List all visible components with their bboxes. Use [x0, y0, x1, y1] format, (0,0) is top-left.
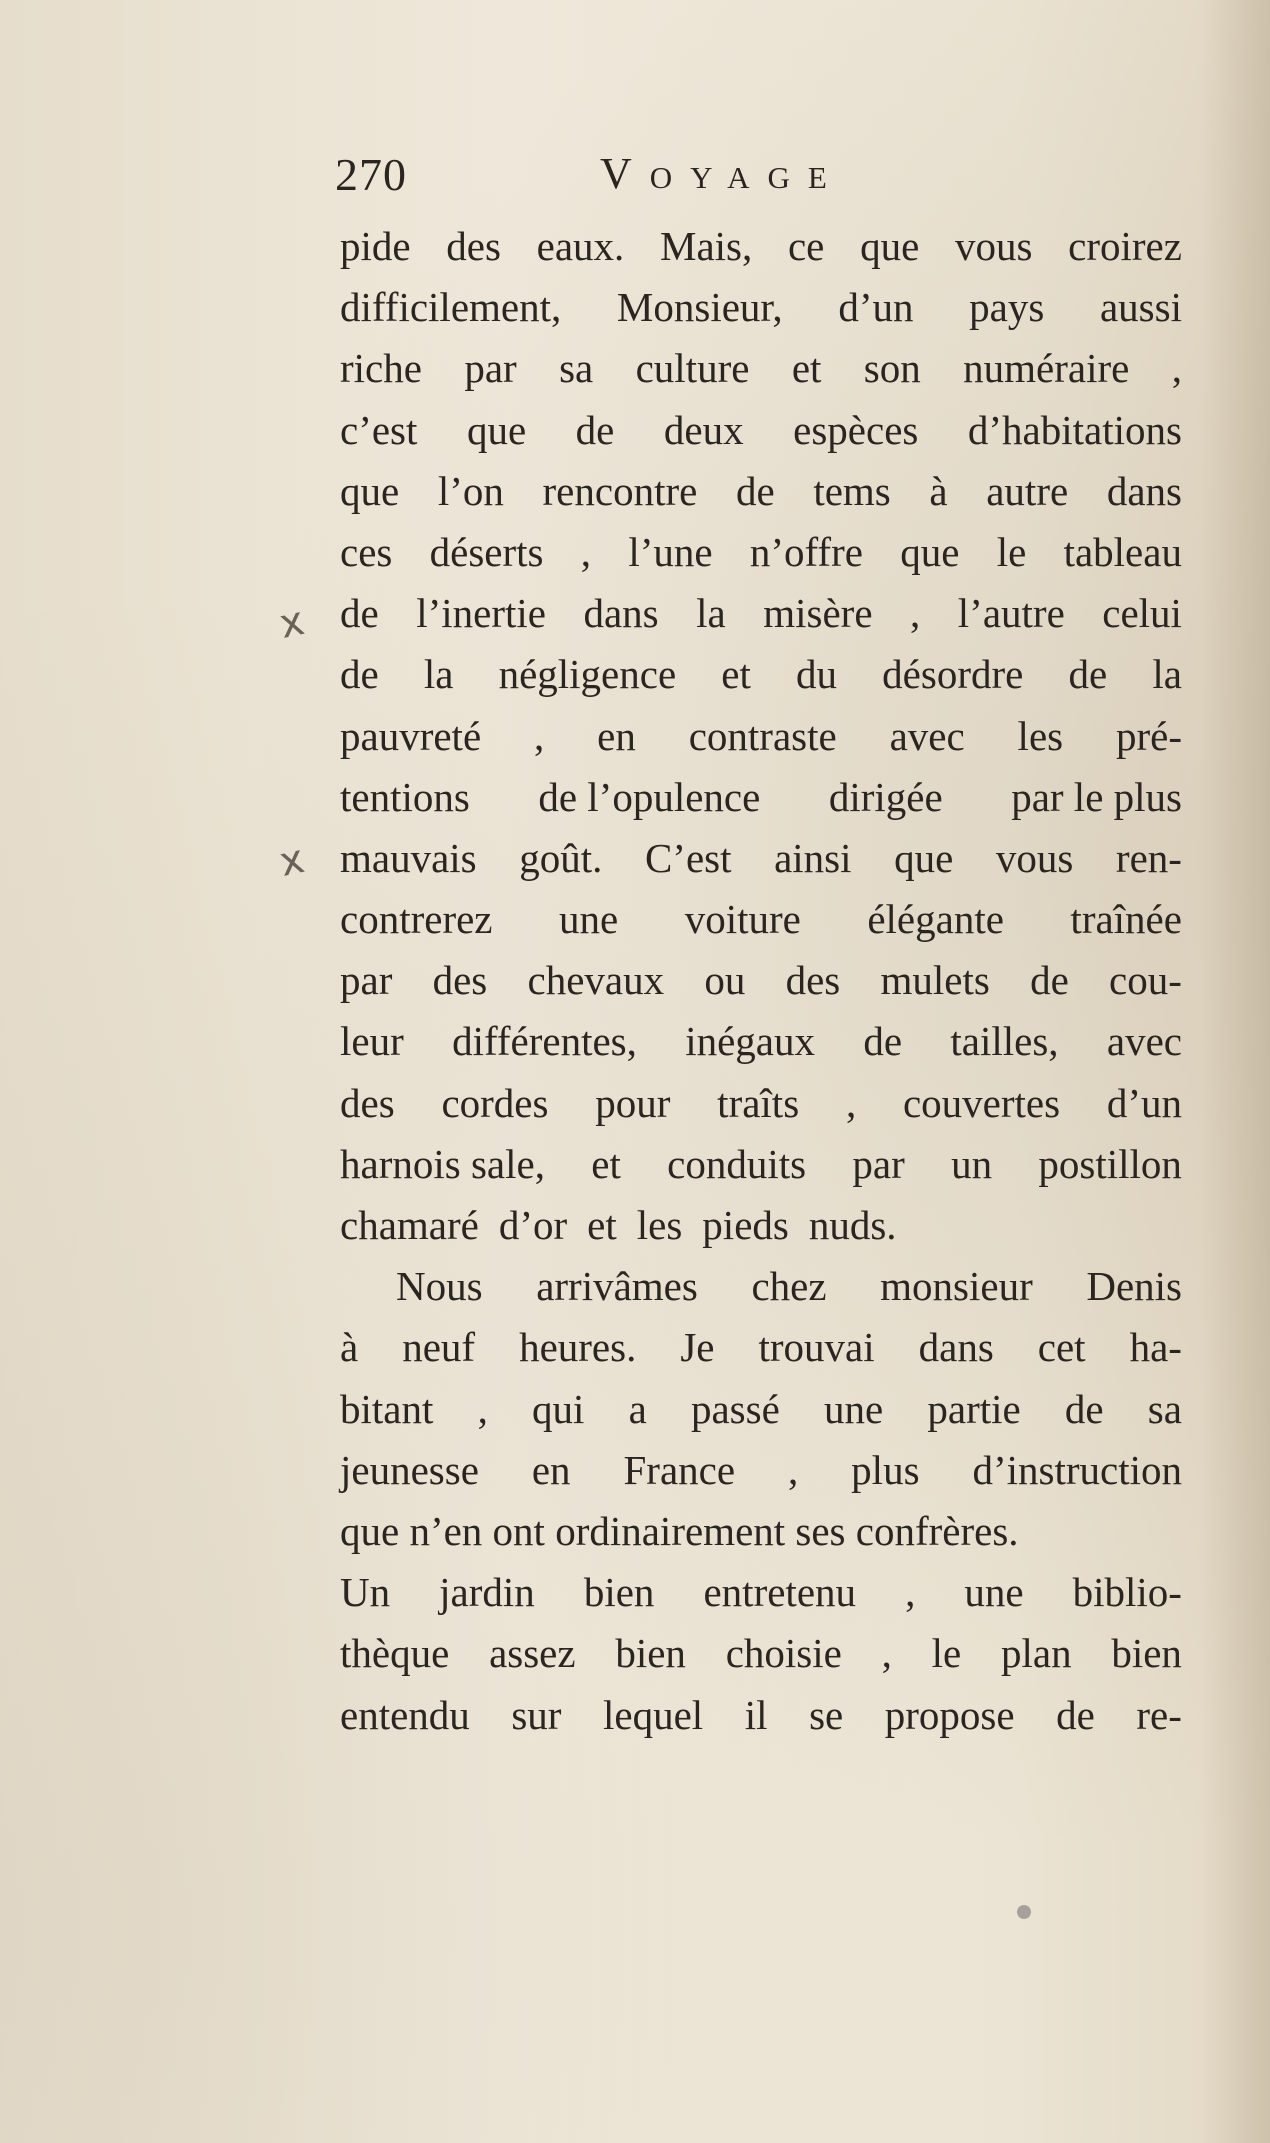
- word: des: [340, 1079, 395, 1126]
- word: en: [531, 1446, 571, 1493]
- word: à: [929, 467, 948, 514]
- word: tableau: [1063, 528, 1182, 575]
- word: l’une: [628, 528, 713, 575]
- text-line: [340, 1317, 1182, 1378]
- word: ,: [1171, 345, 1182, 392]
- word: contrerez: [340, 896, 493, 943]
- word: biblio-: [1072, 1569, 1182, 1616]
- word: la: [1152, 651, 1182, 698]
- word: avec: [1106, 1018, 1182, 1065]
- word: deux: [663, 406, 744, 453]
- word: chamaré: [340, 1202, 479, 1248]
- word: goût.: [519, 834, 603, 881]
- word: bitant: [340, 1385, 434, 1432]
- word: jardin: [439, 1569, 535, 1616]
- word: le: [996, 528, 1027, 575]
- word: que n’en ont ordinairement ses confrères.: [340, 1507, 1019, 1554]
- running-title: Voyage: [600, 149, 845, 198]
- word: différentes,: [452, 1018, 637, 1065]
- word: de: [575, 406, 615, 453]
- word: voiture: [684, 896, 801, 943]
- word: Denis: [1086, 1263, 1182, 1310]
- word: mauvais: [340, 834, 477, 881]
- word: de: [1064, 1385, 1104, 1432]
- word: pays: [969, 284, 1045, 331]
- text-line: [340, 1562, 1182, 1623]
- text-line: [340, 583, 1182, 644]
- word: dans: [918, 1324, 994, 1371]
- text-line: [340, 461, 1182, 522]
- word: sur: [511, 1691, 562, 1738]
- word: arrivâmes: [536, 1263, 698, 1310]
- running-head: [335, 148, 935, 208]
- word: monsieur: [880, 1263, 1033, 1310]
- word: se: [809, 1691, 844, 1738]
- word: vous: [954, 223, 1033, 269]
- word: tailles,: [950, 1018, 1059, 1065]
- word: l’on: [437, 467, 504, 514]
- word: ce: [787, 223, 825, 269]
- word: ,: [881, 1630, 892, 1677]
- word: et: [587, 1202, 617, 1248]
- word: les: [636, 1202, 683, 1248]
- word: chevaux: [527, 957, 665, 1004]
- body-text: [340, 216, 1182, 1746]
- word: c’est: [340, 406, 418, 453]
- word: ,: [905, 1569, 916, 1616]
- word: celui: [1102, 590, 1182, 637]
- word: harnois sale,: [340, 1140, 545, 1187]
- word: d’instruction: [972, 1446, 1182, 1493]
- word: jeunesse: [340, 1446, 479, 1493]
- spine-shadow: [1200, 0, 1270, 2143]
- word: choisie: [725, 1630, 842, 1677]
- word: bien: [615, 1630, 686, 1677]
- word: l’autre: [957, 590, 1065, 637]
- word: que: [466, 406, 527, 453]
- word: Nous: [396, 1263, 483, 1310]
- word: de: [863, 1018, 903, 1065]
- text-line: [340, 828, 1182, 889]
- word: de: [1056, 1691, 1095, 1738]
- word: il: [744, 1691, 768, 1738]
- word: que: [894, 834, 954, 881]
- word: assez: [489, 1630, 576, 1677]
- word: que: [900, 528, 960, 575]
- word: des: [446, 223, 501, 269]
- word: de: [1068, 651, 1108, 698]
- text-line: [340, 1440, 1182, 1501]
- word: contraste: [688, 712, 837, 759]
- word: tems: [813, 467, 891, 514]
- word: une: [964, 1569, 1024, 1616]
- text-line: [340, 1073, 1182, 1134]
- text-line: [340, 338, 1182, 399]
- page-stain: [1017, 1905, 1031, 1919]
- text-line: [340, 1256, 1182, 1317]
- word: une: [559, 896, 619, 943]
- word: pour: [595, 1079, 671, 1126]
- word: des: [785, 957, 841, 1004]
- word: riche: [340, 345, 422, 392]
- word: ,: [845, 1079, 857, 1126]
- word: thèque: [340, 1630, 450, 1677]
- text-line: [340, 889, 1182, 950]
- word: n’offre: [749, 528, 863, 575]
- word: les: [1017, 712, 1064, 759]
- word: d’un: [838, 284, 914, 331]
- word: élégante: [867, 896, 1004, 943]
- word: croirez: [1068, 223, 1182, 269]
- word: de: [735, 467, 775, 514]
- text-line: [340, 1195, 1182, 1256]
- word: une: [823, 1385, 884, 1432]
- word: espèces: [793, 406, 919, 453]
- word: d’habitations: [967, 406, 1182, 453]
- word: ,: [910, 590, 921, 637]
- word: misère: [763, 590, 873, 637]
- word: Mais,: [660, 223, 753, 269]
- word: d’or: [498, 1202, 568, 1248]
- word: ou: [704, 957, 746, 1004]
- word: pide: [340, 223, 411, 269]
- word: C’est: [644, 834, 732, 881]
- word: pauvreté: [340, 712, 482, 759]
- word: entretenu: [703, 1569, 857, 1616]
- word: déserts: [429, 528, 544, 575]
- text-line: [340, 1623, 1182, 1684]
- text-line: [340, 522, 1182, 583]
- word: de: [340, 651, 379, 698]
- word: lequel: [603, 1691, 704, 1738]
- word: France: [623, 1446, 736, 1493]
- text-line: [340, 400, 1182, 461]
- word: plus: [851, 1446, 920, 1493]
- word: traîts: [717, 1079, 800, 1126]
- word: Je: [680, 1324, 715, 1371]
- text-line: [340, 706, 1182, 767]
- word: bien: [583, 1569, 655, 1616]
- word: aussi: [1099, 284, 1182, 331]
- word: numéraire: [963, 345, 1130, 392]
- word: par le plus: [1011, 773, 1182, 820]
- text-line: [340, 950, 1182, 1011]
- word: de: [1030, 957, 1069, 1004]
- word: ,: [477, 1385, 488, 1432]
- word: le: [931, 1630, 962, 1677]
- text-line: [340, 1134, 1182, 1195]
- word: en: [597, 712, 636, 759]
- word: et: [791, 345, 822, 392]
- text-line: [340, 216, 1182, 277]
- word: bien: [1111, 1630, 1182, 1677]
- word: dirigée: [828, 773, 943, 820]
- word: qui: [532, 1385, 585, 1432]
- word: couvertes: [902, 1079, 1061, 1126]
- text-line: [340, 1501, 1182, 1562]
- page-number: 270: [335, 149, 407, 200]
- word: vous: [995, 834, 1074, 881]
- word: ces: [340, 528, 393, 575]
- word: ha-: [1129, 1324, 1182, 1371]
- text-line: [340, 1379, 1182, 1440]
- word: re-: [1136, 1691, 1182, 1738]
- word: négligence: [498, 651, 677, 698]
- word: par: [852, 1140, 905, 1187]
- word: avec: [889, 712, 965, 759]
- word: de l’opulence: [538, 773, 761, 820]
- word: cet: [1037, 1324, 1086, 1371]
- margin-pencil-mark: x: [275, 836, 309, 886]
- word: ainsi: [774, 834, 852, 881]
- word: des: [432, 957, 488, 1004]
- word: sa: [559, 345, 594, 392]
- word: Un: [340, 1569, 391, 1616]
- word: par: [464, 345, 517, 392]
- text-line: [340, 644, 1182, 705]
- word: rencontre: [542, 467, 698, 514]
- word: désordre: [882, 651, 1024, 698]
- word: nuds.: [808, 1202, 897, 1248]
- word: son: [863, 345, 921, 392]
- text-line: [340, 767, 1182, 828]
- word: dans: [1106, 467, 1182, 514]
- word: partie: [927, 1385, 1021, 1432]
- word: ,: [787, 1446, 799, 1493]
- text-line: [340, 1685, 1182, 1746]
- text-line: [340, 277, 1182, 338]
- word: eaux.: [536, 223, 625, 269]
- word: passé: [690, 1385, 780, 1432]
- word: postillon: [1038, 1140, 1182, 1187]
- word: entendu: [340, 1691, 470, 1738]
- word: ,: [580, 528, 592, 575]
- word: autre: [986, 467, 1069, 514]
- word: et: [591, 1140, 621, 1187]
- word: ,: [534, 712, 545, 759]
- word: conduits: [667, 1140, 807, 1187]
- word: un: [951, 1140, 993, 1187]
- word: plan: [1000, 1630, 1072, 1677]
- word: pieds: [702, 1202, 789, 1248]
- word: ren-: [1115, 834, 1182, 881]
- word: mulets: [880, 957, 990, 1004]
- word: Monsieur,: [616, 284, 783, 331]
- word: culture: [635, 345, 750, 392]
- word: cou-: [1109, 957, 1182, 1004]
- word: cordes: [441, 1079, 549, 1126]
- word: par: [340, 957, 393, 1004]
- word: que: [340, 467, 400, 514]
- word: inégaux: [685, 1018, 816, 1065]
- word: trouvai: [758, 1324, 875, 1371]
- word: la: [696, 590, 726, 637]
- word: à: [340, 1324, 359, 1371]
- text-line: [340, 1011, 1182, 1072]
- word: tentions: [340, 773, 470, 820]
- word: pré-: [1115, 712, 1182, 759]
- word: du: [796, 651, 838, 698]
- word: propose: [884, 1691, 1015, 1738]
- word: a: [628, 1385, 647, 1432]
- word: d’un: [1106, 1079, 1182, 1126]
- word: la: [423, 651, 454, 698]
- word: chez: [751, 1263, 827, 1310]
- word: leur: [340, 1018, 404, 1065]
- word: traînée: [1070, 896, 1182, 943]
- word: dans: [583, 590, 659, 637]
- word: neuf: [402, 1324, 476, 1371]
- word: heures.: [519, 1324, 637, 1371]
- word: difficilement,: [340, 284, 562, 331]
- word: l’inertie: [416, 590, 546, 637]
- word: de: [340, 590, 379, 637]
- word: et: [721, 651, 751, 698]
- word: sa: [1147, 1385, 1182, 1432]
- margin-pencil-mark: x: [275, 598, 309, 648]
- word: que: [860, 223, 920, 269]
